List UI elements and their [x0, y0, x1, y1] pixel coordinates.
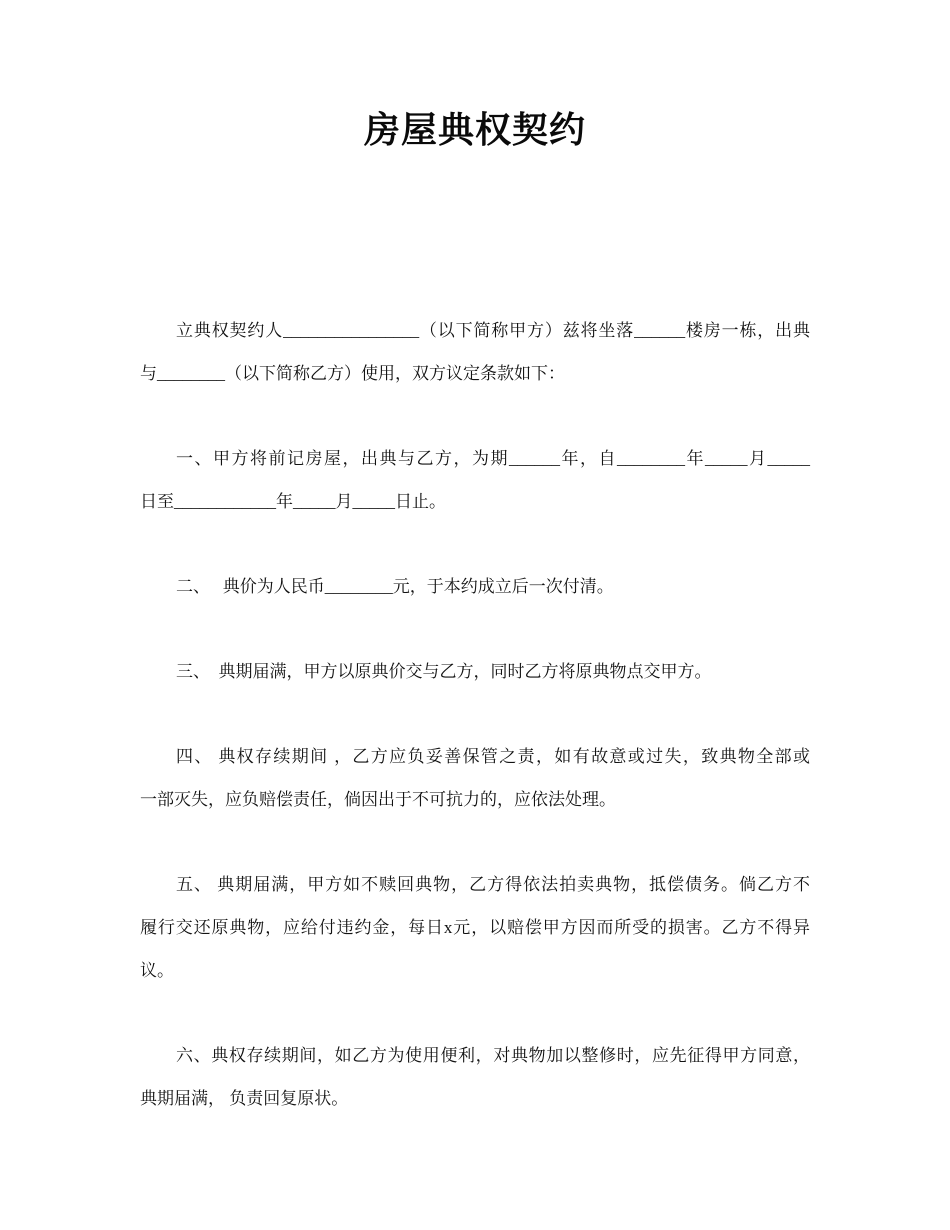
- text-line: 议。: [140, 961, 174, 980]
- text-line: 五、 典期届满，甲方如不赎回典物，乙方得依法拍卖典物，抵偿债务。倘乙方不: [176, 875, 810, 894]
- text-line: 四、 典权存续期间 ，乙方应负妥善保管之责，如有故意或过失，致典物全部或: [176, 747, 810, 766]
- text-line: 二、 典价为人民币________元，于本约成立后一次付清。: [176, 577, 614, 596]
- text-line: 典期届满， 负责回复原状。: [140, 1089, 349, 1108]
- text-line: 一部灭失，应负赔偿责任，倘因出于不可抗力的，应依法处理。: [140, 790, 616, 809]
- clause-5: [140, 863, 810, 992]
- text-line: 履行交还原典物，应给付违约金，每日x元，以赔偿甲方因而所受的损害。乙方不得异: [140, 918, 810, 937]
- contract-title: 房屋典权契约: [363, 109, 586, 150]
- text-line: 六、典权存续期间，如乙方为使用便利，对典物加以整修时，应先征得甲方同意，: [176, 1046, 810, 1065]
- text-line: 三、 典期届满，甲方以原典价交与乙方，同时乙方将原典物点交甲方。: [176, 662, 712, 681]
- intro-paragraph: [140, 309, 810, 395]
- text-line: 立典权契约人________________（以下简称甲方）兹将坐落______楼房一栋，出典: [176, 321, 810, 340]
- clause-2: [140, 565, 810, 608]
- clause-1: [140, 437, 810, 523]
- text-line: 日至____________年_____月_____日止。: [140, 492, 446, 511]
- text-line: 与________（以下简称乙方）使用，双方议定条款如下：: [140, 364, 565, 383]
- clause-3: [140, 650, 810, 693]
- text-line: 一、甲方将前记房屋，出典与乙方，为期______年，自________年_____月_____: [176, 449, 810, 468]
- clause-6: [140, 1034, 810, 1120]
- clause-4: [140, 735, 810, 821]
